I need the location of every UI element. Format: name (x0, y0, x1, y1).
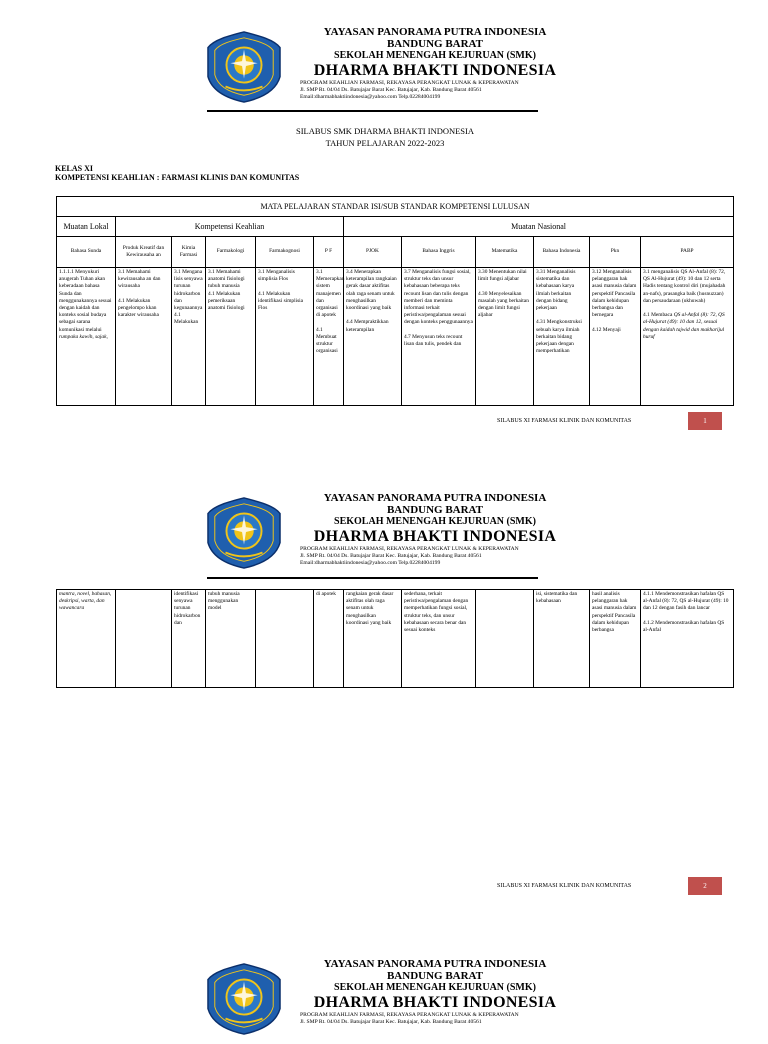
program-list: PROGRAM KEAHLIAN FARMASI, REKAYASA PERANGKAT LUNAK & KEPERAWATAN (300, 1012, 519, 1018)
column-header: Matematika (476, 237, 534, 268)
page-footer: SILABUS XI FARMASI KLINIK DAN KOMUNITAS (497, 883, 632, 889)
school-logo-icon (205, 496, 283, 570)
cell-text (118, 591, 169, 685)
letterhead-2 (0, 488, 768, 578)
cell-text: 1.1.1.1 Menyukuri anugerah Tuhan akan keberadaan bahasa Sunda dan menggunakannya sesuai dengan kaidah dan konteks sosial budaya sebagai sarana komunikasi melalui (59, 269, 112, 333)
school-address: Jl. SMP Rt. 04/04 Ds. Batujajar Barat Kec. Batujajar, Kab. Bandung Barat 40561 (300, 553, 482, 559)
school-contact: Email:dharmabhaktiindonesia@yahoo.com Telp.02284004199 (300, 560, 441, 566)
cell-text: mantra, novel, bahasan, deskripsi, warta, dan wawancara (59, 591, 112, 612)
table-cell (402, 590, 476, 688)
school-logo-icon (205, 962, 283, 1036)
document-title (200, 125, 570, 149)
school-name: DHARMA BHAKTI INDONESIA (313, 528, 557, 545)
school-name: DHARMA BHAKTI INDONESIA (313, 62, 557, 79)
column-header: Farmakognosi (256, 237, 314, 268)
table-cell (641, 590, 734, 688)
cell-text: 3.1 Memahami anatomi fisiologi tubuh manusia 4.1 Melakukan pemeriksaan anatomi fisiologi (208, 269, 245, 312)
foundation-name: YAYASAN PANORAMA PUTRA INDONESIA (323, 492, 547, 504)
syllabus-title: SILABUS SMK DHARMA BHAKTI INDONESIA (295, 126, 475, 136)
school-type: SEKOLAH MENENGAH KEJURUAN (SMK) (334, 982, 536, 993)
table-cell (476, 268, 534, 406)
letterhead-divider (207, 577, 538, 579)
table-cell (344, 268, 402, 406)
cell-text: 3.12 Menganalisis pelanggaran hak asasi manusia dalam perspektif Pancasila dalam kehidupan berbangsa dan bernegara 4.12 Menyaji (592, 269, 637, 333)
page-footer: SILABUS XI FARMASI KLINIK DAN KOMUNITAS (497, 418, 632, 424)
table-cell (314, 268, 344, 406)
cell-text: 3.1 Mengana lisis senyawa turunan hidrokarbon dan kegunaannya 4.1 Melakukan (174, 269, 203, 326)
cell-text: 3.1 Menganalisis simplisia Flos 4.1 Melakukan identifikasi simplisia Flos (258, 269, 304, 312)
table-cell (206, 590, 256, 688)
cell-text (258, 591, 311, 685)
page-number-badge: 1 (688, 412, 722, 430)
column-header: Farmakologi (206, 237, 256, 268)
cell-text: sederhana, terkait peristiwa/pengalaman dengan memperhatikan fungsi sosial, struktur teks, dan unsur kebahasaan secara benar dan sesuai konteks (404, 591, 469, 634)
table-main-header: MATA PELAJARAN STANDAR ISI/SUB STANDAR KOMPETENSI LULUSAN (57, 197, 734, 217)
region-name: BANDUNG BARAT (386, 504, 484, 516)
school-address: Jl. SMP Rt. 04/04 Ds. Batujajar Barat Kec. Batujajar, Kab. Bandung Barat 40561 (300, 1019, 482, 1025)
table-cell (172, 590, 206, 688)
table-cell (402, 268, 476, 406)
cell-text: tubuh manusia menggunakan model (208, 591, 240, 612)
cell-text: rangkaian gerak dasar aktifitas olah raga senam untuk menghasilkan koordinasi yang baik (346, 591, 394, 626)
table-cell (476, 590, 534, 688)
table-cell (172, 268, 206, 406)
letterhead-1 (0, 22, 768, 112)
column-header: Bahasa Indonesia (534, 237, 590, 268)
foundation-name: YAYASAN PANORAMA PUTRA INDONESIA (323, 958, 547, 970)
school-address: Jl. SMP Rt. 04/04 Ds. Batujajar Barat Kec. Batujajar, Kab. Bandung Barat 40561 (300, 87, 482, 93)
table-cell (590, 268, 641, 406)
cell-text-italic: QS al-Anfal (8): 72, QS al-Hujurat (49): 10 dan 12, sesuai dengan kaidah tajwid dan makharijul huruf (643, 312, 725, 340)
column-header: PJOK (344, 237, 402, 268)
school-logo-icon (205, 30, 283, 104)
cell-text: hasil analisis pelanggaran hak asasi manusia dalam perspektif Pancasila dalam kehidupan berbangsa (592, 591, 637, 634)
column-header: Produk Kreatif dan Kewirausaha an (116, 237, 172, 268)
column-header: P F (314, 237, 344, 268)
table-cell (57, 268, 116, 406)
cell-text: 3.30 Menentukan nilai limit fungsi aljabar 4.30 Menyelesaikan masalah yang berkaitan dengan limit fungsi aljabar (478, 269, 529, 319)
table-cell (534, 590, 590, 688)
school-contact: Email:dharmabhaktiindonesia@yahoo.com Telp.02284004199 (300, 94, 441, 100)
table-cell (57, 590, 116, 688)
foundation-name: YAYASAN PANORAMA PUTRA INDONESIA (323, 26, 547, 38)
page-number-badge: 2 (688, 877, 722, 895)
cell-text: 3.1 Memerapkan sistem manajemen dan organisasi di apotek 4.1 Membuat struktur organisasi (316, 269, 345, 355)
header-muatan-nasional: Muatan Nasional (344, 217, 734, 237)
cell-text: 3.1 Memahami kewirausaha an dan wirausaha 4.1 Melakukan pengelompo kkan karakter wirausaha (118, 269, 161, 319)
competency-label: KOMPETENSI KEAHLIAN : FARMASI KLINIS DAN KOMUNITAS (55, 173, 300, 182)
letterhead-divider (207, 110, 538, 112)
table-cell (116, 590, 172, 688)
table-cell (256, 590, 314, 688)
program-list: PROGRAM KEAHLIAN FARMASI, REKAYASA PERANGKAT LUNAK & KEPERAWATAN (300, 546, 519, 552)
syllabus-table-1 (56, 196, 734, 406)
cell-text: isi, sistematika dan kebahasaan (536, 591, 578, 605)
table-cell (534, 268, 590, 406)
cell-text: 3.1 menganalisis QS Al-Anfal (8): 72, QS Al-Hujurat (49): 10 dan 12 serta Hadis tentang kontrol diri (mujahadah an-nafs), prasangka baik (husnuzzan) dan persaudaraan (ukhuwah) 4.1 Membaca (643, 269, 726, 319)
header-kompetensi-keahlian: Kompetensi Keahlian (116, 217, 344, 237)
cell-text: 4.1.1 Mendemonstrasikan hafalan QS al-Anfal (8): 72, QS al-Hujurat (49): 10 dan 12 dengan fasih dan lancar 4.1.2 Mendemonstrasikan hafalan QS al-Anfal (643, 591, 729, 634)
column-header: Kimia Farmasi (172, 237, 206, 268)
table-cell (206, 268, 256, 406)
table-cell (344, 590, 402, 688)
cell-text: 3.31 Menganalisis sistematika dan kebahasaan karya ilmiah berkaitan dengan bidang pekerjaan 4.31 Mengkonstruksi sebuah karya ilmiah berkaitan bidang pekerjaan dengan memperhatikan (536, 269, 582, 355)
academic-year: TAHUN PELAJARAN 2022-2023 (325, 138, 445, 148)
column-header: Bahasa Sunda (57, 237, 116, 268)
syllabus-table-2 (56, 589, 734, 688)
cell-text: 3.4 Menerapkan keterampilan rangkaian gerak dasar aktifitas olah raga senam untuk menghasilkan koordinasi yang baik 4.4 Mempraktikkan keterampilan (346, 269, 397, 333)
table-cell (641, 268, 734, 406)
school-name: DHARMA BHAKTI INDONESIA (313, 994, 557, 1011)
program-list: PROGRAM KEAHLIAN FARMASI, REKAYASA PERANGKAT LUNAK & KEPERAWATAN (300, 80, 519, 86)
cell-text: di apotek (316, 591, 336, 597)
letterhead-3 (0, 954, 768, 1044)
class-label: KELAS XI (55, 164, 94, 173)
column-header: Bahasa Inggris (402, 237, 476, 268)
cell-text: 3.7 Menganalisis fungsi sosial, struktur teks dan unsur kebahasaan beberapa teks recount lisan dan tulis dengan memberi dan meminta informasi terkait peristiwa/pengalaman sesuai dengan konteks penggunaannya 4.7 Menyusun teks recount lisan dan tulis, pendek dan (404, 269, 473, 348)
table-cell (314, 590, 344, 688)
table-cell (590, 590, 641, 688)
cell-text: identifikasi senyawa turunan hidrokarbon dan (174, 591, 201, 626)
column-header: PABP (641, 237, 734, 268)
region-name: BANDUNG BARAT (386, 38, 484, 50)
region-name: BANDUNG BARAT (386, 970, 484, 982)
header-muatan-lokal: Muatan Lokal (57, 217, 116, 237)
school-type: SEKOLAH MENENGAH KEJURUAN (SMK) (334, 516, 536, 527)
column-header: Pkn (590, 237, 641, 268)
table-cell (116, 268, 172, 406)
cell-text-italic: rumpaka kawih, sajak, (59, 333, 108, 340)
cell-text (478, 591, 531, 685)
table-cell (256, 268, 314, 406)
school-type: SEKOLAH MENENGAH KEJURUAN (SMK) (334, 50, 536, 61)
